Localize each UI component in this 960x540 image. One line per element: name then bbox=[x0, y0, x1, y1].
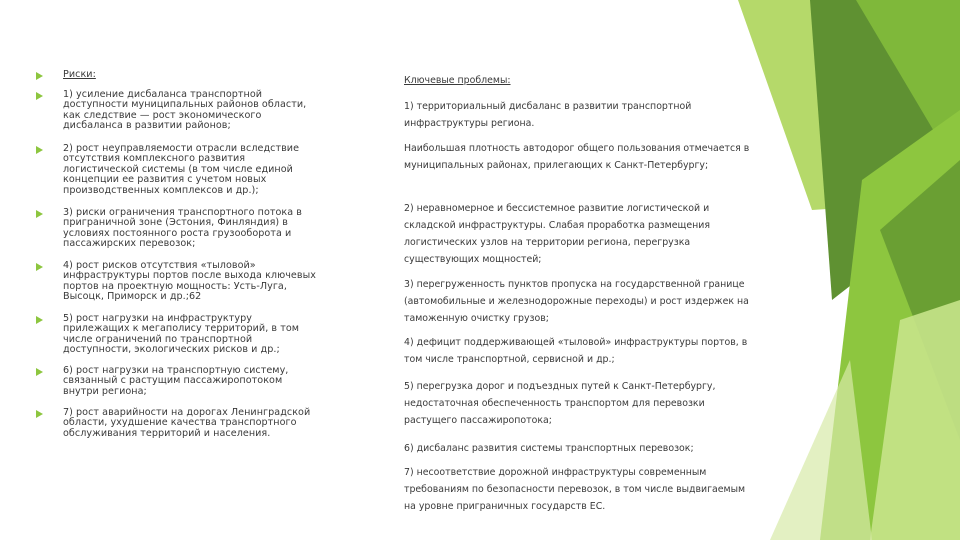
risk-text: 4) рост рисков отсутствия «тыловой» инфраструктуры портов после выхода ключевых портов на проектную мощность: Усть-Луга, Высоцк, Приморск и др.;62 bbox=[63, 260, 316, 303]
arrow-bullet-icon bbox=[36, 263, 43, 271]
problem-text: 1) территориальный дисбаланс в развитии транспортной инфраструктуры региона. bbox=[404, 101, 692, 129]
list-item bbox=[36, 366, 321, 397]
list-item bbox=[36, 208, 321, 250]
risk-text: 3) риски ограничения транспортного потока в приграничной зоне (Эстония, Финляндия) в условиях постоянного роста грузооборота и пассажирских перевозок; bbox=[63, 207, 303, 250]
key-problems-heading: Ключевые проблемы: bbox=[404, 75, 511, 86]
risk-text: 5) рост нагрузки на инфраструктуру прилежащих к мегаполису территорий, в том числе ограничений по транспортной доступности, экологических рисков и др.; bbox=[63, 313, 300, 356]
list-item bbox=[36, 90, 321, 132]
risk-text: 2) рост неуправляемости отрасли вследствие отсутствия комплексного развития логистической системы (в том числе единой концепции ее развития с учетом новых производственных комплексов и др.); bbox=[63, 143, 300, 196]
list-item bbox=[36, 314, 321, 356]
problem-text: 4) дефицит поддерживающей «тыловой» инфраструктуры портов, в том числе транспортной, сервисной и др.; bbox=[404, 337, 748, 365]
risk-text: 1) усиление дисбаланса транспортной доступности муниципальных районов области, как следствие — рост экономического дисбаланса в развитии районов; bbox=[63, 89, 307, 132]
list-item bbox=[36, 408, 321, 439]
arrow-bullet-icon bbox=[36, 316, 43, 324]
problem-text: 3) перегруженность пунктов пропуска на государственной границе (автомобильные и железнодорожные переходы) и рост издержек на таможенную очистку грузов; bbox=[404, 279, 749, 324]
list-item-risks-title bbox=[36, 70, 321, 80]
arrow-bullet-icon bbox=[36, 146, 43, 154]
problem-text: 6) дисбаланс развития системы транспортных перевозок; bbox=[404, 443, 694, 454]
arrow-bullet-icon bbox=[36, 210, 43, 218]
list-item bbox=[36, 144, 321, 196]
arrow-bullet-icon bbox=[36, 72, 43, 80]
arrow-bullet-icon bbox=[36, 368, 43, 376]
problem-text: 5) перегрузка дорог и подъездных путей к Санкт-Петербургу, недостаточная обеспеченность транспортом для перевозки растущего пассажиропотока; bbox=[404, 381, 716, 426]
problem-text: Наибольшая плотность автодорог общего пользования отмечается в муниципальных районах, прилегающих к Санкт-Петербургу; bbox=[404, 143, 750, 171]
arrow-bullet-icon bbox=[36, 92, 43, 100]
arrow-bullet-icon bbox=[36, 410, 43, 418]
risk-text: 6) рост нагрузки на транспортную систему, связанный с растущим пассажиропотоком внутри региона; bbox=[63, 365, 289, 397]
risks-title: Риски: bbox=[63, 69, 96, 80]
list-item bbox=[36, 261, 321, 303]
problem-text: 2) неравномерное и бессистемное развитие логистической и складской инфраструктуры. Слабая проработка размещения логистических узлов на территории региона, перегрузка существующих мощностей; bbox=[404, 203, 710, 265]
risk-text: 7) рост аварийности на дорогах Ленинградской области, ухудшение качества транспортного обслуживания территорий и населения. bbox=[63, 407, 311, 439]
problem-text: 7) несоответствие дорожной инфраструктуры современным требованиям по безопасности перевозок, в том числе выдвигаемым на уровне приграничных государств ЕС. bbox=[404, 467, 746, 512]
